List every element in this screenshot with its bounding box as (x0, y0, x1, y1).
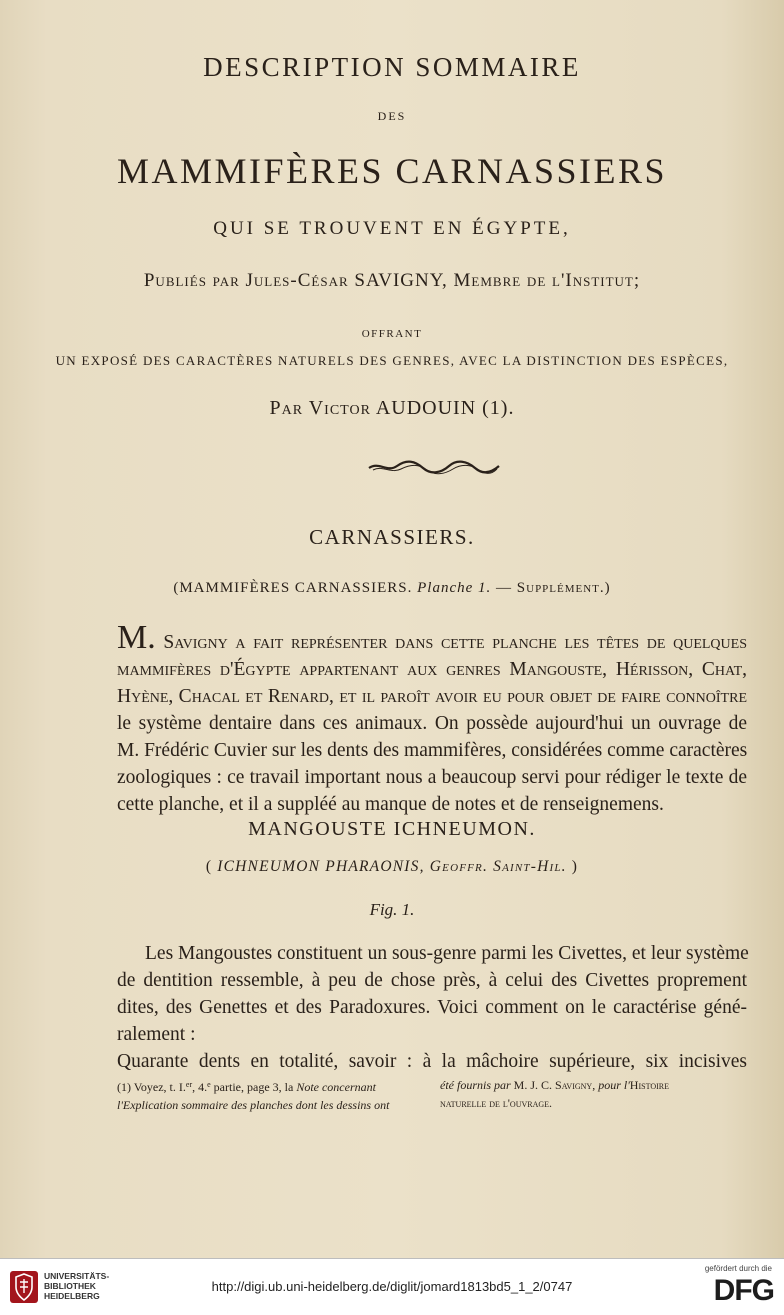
paragraph-line: de dentition ressemble, à peu de chose près, à celui des Civettes proprement (117, 970, 747, 991)
subheading-suffix: — Supplément.) (496, 580, 611, 596)
section-subheading (0, 580, 784, 597)
footnote-right: été fournis par M. J. C. Savigny, pour l'Histoire naturelle de l'ouvrage. (440, 1078, 669, 1110)
paragraph-line: M. Frédéric Cuvier sur les dents des mammifères, considérées comme caractères (117, 740, 748, 761)
species-heading: MANGOUSTE ICHNEUMON. (248, 818, 536, 840)
title-description-sommaire: DESCRIPTION SOMMAIRE (203, 52, 581, 82)
ornamental-rule-icon (367, 459, 501, 475)
paragraph-mangoustes (117, 940, 747, 1075)
show-through-bleed (455, 60, 775, 580)
library-name[interactable]: UNIVERSITÄTS- BIBLIOTHEK HEIDELBERG (44, 1271, 110, 1301)
publisher-line: Publiés par Jules-César SAVIGNY, Membre de l'Institut; (143, 270, 641, 291)
paragraph-line: Hyène, Chacal et Renard, et il paroît avoir eu pour objet de faire connoître (117, 686, 747, 707)
paragraph-line: Les Mangoustes constituent un sous-genre parmi les Civettes, et leur système (145, 943, 749, 964)
offrant-line: OFFRANT (361, 328, 423, 340)
species-latin-name: ICHNEUMON PHARAONIS, (217, 858, 425, 875)
paragraph-line: ralement : (117, 1024, 196, 1045)
title-des: DES (377, 109, 407, 123)
paragraph-line: M. Savigny a fait représenter dans cette planche les têtes de quelques (117, 619, 747, 656)
permalink-url[interactable]: http://digi.ub.uni-heidelberg.de/diglit/jomard1813bd5_1_2/0747 (211, 1279, 573, 1294)
paragraph-intro (117, 619, 748, 818)
species-binomial: ( ICHNEUMON PHARAONIS, Geoffr. Saint-Hil. ) (205, 858, 579, 875)
paragraph-line: cette planche, et il a suppléé au manque de notes et de renseignemens. (117, 794, 664, 815)
paragraph-line: dites, des Genettes et des Paradoxures. Voici comment on le caractérise géné- (117, 997, 747, 1018)
funding-caption: gefördert durch die (704, 1264, 772, 1273)
viewer-footer (0, 1258, 784, 1315)
paragraph-line: le système dentaire dans ces animaux. On possède aujourd'hui un ouvrage de (117, 713, 747, 734)
species-authority: Geoffr. Saint-Hil. (429, 858, 567, 875)
paragraph-line: mammifères d'Égypte appartenant aux genres Mangouste, Hérisson, Chat, (117, 659, 747, 680)
figure-label: Fig. 1. (369, 900, 415, 919)
section-heading: CARNASSIERS. (309, 525, 475, 549)
expose-line: UN EXPOSÉ DES CARACTÈRES NATURELS DES GENRES, AVEC LA DISTINCTION DES ESPÈCES, (55, 353, 729, 368)
subheading-prefix: (MAMMIFÈRES CARNASSIERS. (173, 580, 413, 596)
title-qui-se-trouvent: QUI SE TROUVENT EN ÉGYPTE, (213, 218, 571, 239)
paragraph-line: Quarante dents en totalité, savoir : à la mâchoire supérieure, six incisives (117, 1051, 747, 1072)
paragraph-line: zoologiques : ce travail important nous a beaucoup servi pour rédiger le texte de (117, 767, 747, 788)
dfg-logo[interactable]: DFG (713, 1274, 774, 1307)
subheading-planche: Planche 1. (417, 580, 492, 596)
drop-initial: M. (117, 619, 156, 656)
title-mammiferes-carnassiers: MAMMIFÈRES CARNASSIERS (116, 151, 668, 191)
footnote-left: (1) Voyez, t. I.$^{er}$, 4.$^e$ partie, page 3, la Note concernant l'Explication sommaire des planches dont les dessins ont (117, 1080, 390, 1112)
author-line: Par Victor AUDOUIN (1). (269, 397, 515, 419)
